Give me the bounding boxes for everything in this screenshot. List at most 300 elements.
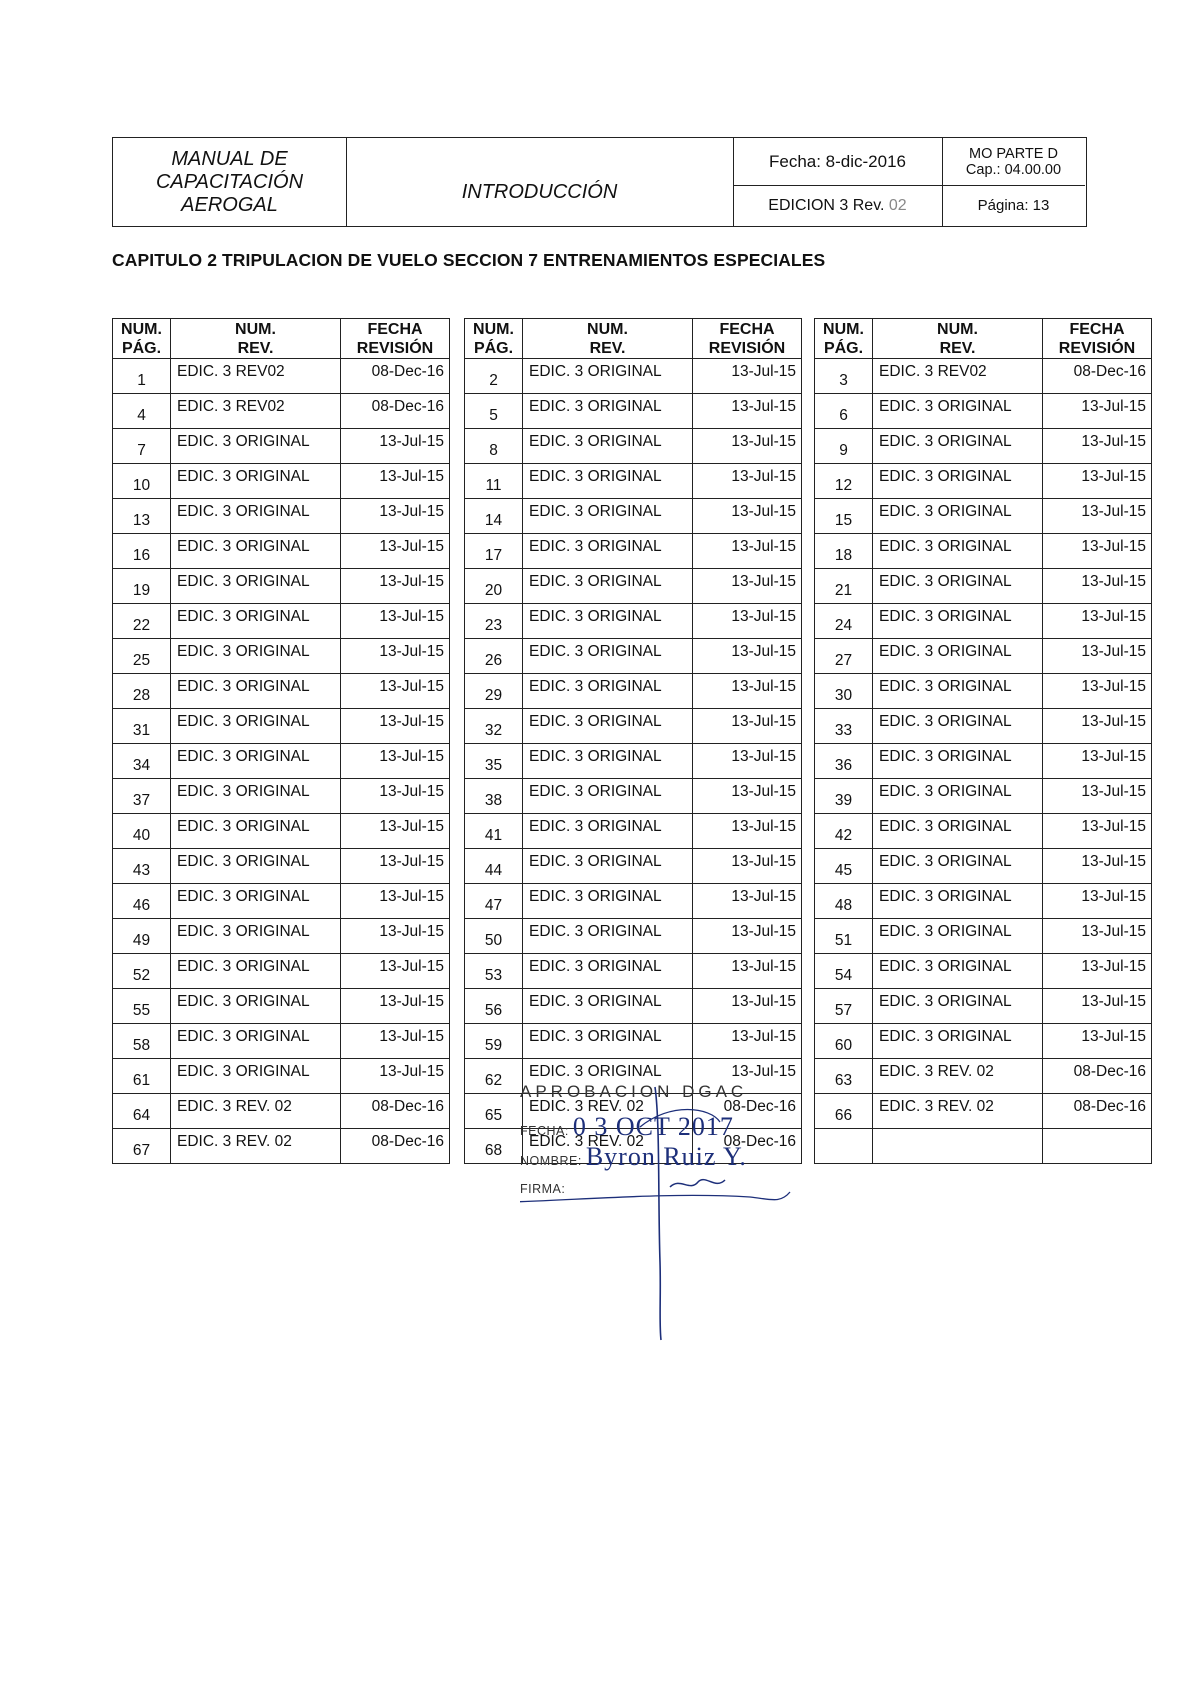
edition-rev: 02 bbox=[888, 196, 907, 214]
table-row bbox=[815, 1129, 1152, 1164]
revision-cell: EDIC. 3 ORIGINAL bbox=[873, 464, 1043, 499]
revision-date-cell: 13-Jul-15 bbox=[1043, 429, 1152, 464]
table-row bbox=[815, 884, 1152, 919]
revision-date-cell bbox=[1043, 1129, 1152, 1164]
revision-date-cell: 13-Jul-15 bbox=[341, 709, 450, 744]
revision-cell: EDIC. 3 ORIGINAL bbox=[171, 1024, 341, 1059]
page-number-cell: 31 bbox=[113, 709, 171, 744]
table-row bbox=[465, 814, 802, 849]
approval-name-label: NOMBRE: bbox=[520, 1154, 582, 1168]
page-number-cell: 21 bbox=[815, 569, 873, 604]
num-rev-header bbox=[873, 319, 1043, 359]
revision-date-cell: 08-Dec-16 bbox=[341, 394, 450, 429]
revision-date-cell: 13-Jul-15 bbox=[1043, 674, 1152, 709]
page-number-cell: 5 bbox=[465, 394, 523, 429]
revision-date-cell: 13-Jul-15 bbox=[341, 779, 450, 814]
table-row bbox=[113, 1059, 450, 1094]
divider bbox=[733, 185, 1085, 186]
page-number-cell: 61 bbox=[113, 1059, 171, 1094]
revision-date-cell: 08-Dec-16 bbox=[1043, 1094, 1152, 1129]
page-number-cell: 27 bbox=[815, 639, 873, 674]
fecha-revision-header bbox=[341, 319, 450, 359]
revision-table-2 bbox=[464, 318, 802, 1164]
revision-cell: EDIC. 3 ORIGINAL bbox=[523, 884, 693, 919]
table-row bbox=[815, 919, 1152, 954]
table-row bbox=[815, 954, 1152, 989]
revision-date-cell: 13-Jul-15 bbox=[1043, 709, 1152, 744]
revision-date-cell: 13-Jul-15 bbox=[1043, 989, 1152, 1024]
revision-date-cell: 13-Jul-15 bbox=[341, 954, 450, 989]
table-row bbox=[113, 849, 450, 884]
table-header-row bbox=[815, 319, 1152, 359]
approval-signature-row bbox=[520, 1182, 565, 1196]
page-number-cell: 12 bbox=[815, 464, 873, 499]
approval-date-label: FECHA: bbox=[520, 1124, 569, 1138]
manual-title bbox=[113, 138, 346, 226]
page-number-cell: 20 bbox=[465, 569, 523, 604]
page-number-cell: 15 bbox=[815, 499, 873, 534]
manual-title-line2: CAPACITACIÓN bbox=[155, 170, 304, 193]
table-row bbox=[113, 1094, 450, 1129]
table-row bbox=[465, 1024, 802, 1059]
document-header bbox=[112, 137, 1087, 227]
table-row bbox=[465, 989, 802, 1024]
revision-cell: EDIC. 3 ORIGINAL bbox=[171, 989, 341, 1024]
revision-cell: EDIC. 3 ORIGINAL bbox=[171, 779, 341, 814]
revision-date-cell: 13-Jul-15 bbox=[1043, 919, 1152, 954]
page-number-cell: 47 bbox=[465, 884, 523, 919]
page-number-cell: 46 bbox=[113, 884, 171, 919]
mo-part-line1: MO PARTE D bbox=[969, 145, 1058, 162]
page-number-cell: 14 bbox=[465, 499, 523, 534]
revision-cell: EDIC. 3 ORIGINAL bbox=[171, 464, 341, 499]
page-number-cell: 42 bbox=[815, 814, 873, 849]
revision-cell: EDIC. 3 ORIGINAL bbox=[523, 394, 693, 429]
revision-cell: EDIC. 3 REV. 02 bbox=[873, 1059, 1043, 1094]
table-row bbox=[113, 569, 450, 604]
revision-date-cell: 13-Jul-15 bbox=[341, 429, 450, 464]
revision-date-cell: 13-Jul-15 bbox=[693, 639, 802, 674]
page-number-cell: 17 bbox=[465, 534, 523, 569]
revision-date-cell: 13-Jul-15 bbox=[341, 639, 450, 674]
page-number-cell: 44 bbox=[465, 849, 523, 884]
table-row bbox=[815, 639, 1152, 674]
mo-part bbox=[942, 138, 1085, 185]
revision-cell: EDIC. 3 ORIGINAL bbox=[873, 429, 1043, 464]
table-row bbox=[113, 919, 450, 954]
revision-date-cell: 13-Jul-15 bbox=[1043, 569, 1152, 604]
page-number-cell: 2 bbox=[465, 359, 523, 394]
divider bbox=[346, 138, 347, 226]
page-number-cell: 64 bbox=[113, 1094, 171, 1129]
revision-cell: EDIC. 3 ORIGINAL bbox=[523, 814, 693, 849]
divider bbox=[942, 138, 943, 226]
revision-cell: EDIC. 3 ORIGINAL bbox=[171, 1059, 341, 1094]
revision-cell: EDIC. 3 ORIGINAL bbox=[171, 814, 341, 849]
page-number-cell: 41 bbox=[465, 814, 523, 849]
revision-date-cell: 13-Jul-15 bbox=[693, 709, 802, 744]
table-row bbox=[815, 499, 1152, 534]
revision-date-cell: 08-Dec-16 bbox=[693, 1094, 802, 1129]
revision-cell: EDIC. 3 ORIGINAL bbox=[873, 884, 1043, 919]
page-number-cell: 40 bbox=[113, 814, 171, 849]
section-title: INTRODUCCIÓN bbox=[461, 180, 618, 203]
revision-date-cell: 13-Jul-15 bbox=[341, 1024, 450, 1059]
page-number-cell: 55 bbox=[113, 989, 171, 1024]
revision-cell: EDIC. 3 ORIGINAL bbox=[873, 814, 1043, 849]
revision-cell: EDIC. 3 ORIGINAL bbox=[171, 534, 341, 569]
table-row bbox=[815, 394, 1152, 429]
table-row bbox=[113, 674, 450, 709]
table-row bbox=[113, 814, 450, 849]
revision-cell: EDIC. 3 ORIGINAL bbox=[523, 709, 693, 744]
revision-date-cell: 13-Jul-15 bbox=[693, 744, 802, 779]
page-number-cell: 10 bbox=[113, 464, 171, 499]
revision-cell: EDIC. 3 ORIGINAL bbox=[873, 779, 1043, 814]
table-row bbox=[465, 639, 802, 674]
revision-cell: EDIC. 3 REV02 bbox=[873, 359, 1043, 394]
num-rev-header-line2: REV. bbox=[589, 339, 626, 357]
table-row bbox=[113, 1129, 450, 1164]
revision-cell: EDIC. 3 REV. 02 bbox=[873, 1094, 1043, 1129]
revision-cell: EDIC. 3 REV. 02 bbox=[171, 1129, 341, 1164]
page-number-cell: 56 bbox=[465, 989, 523, 1024]
revision-date-cell: 13-Jul-15 bbox=[1043, 604, 1152, 639]
revision-date-cell: 13-Jul-15 bbox=[341, 814, 450, 849]
revision-date-cell: 13-Jul-15 bbox=[693, 779, 802, 814]
page-number-cell: 11 bbox=[465, 464, 523, 499]
edition-main: EDICION 3 Rev. bbox=[768, 196, 885, 214]
approval-stamp bbox=[520, 1082, 820, 1342]
table-row bbox=[815, 534, 1152, 569]
fecha-revision-header-line2: REVISIÓN bbox=[1058, 339, 1136, 357]
num-pag-header bbox=[465, 319, 523, 359]
table-header-row bbox=[113, 319, 450, 359]
page-number-cell: 67 bbox=[113, 1129, 171, 1164]
table-row bbox=[113, 394, 450, 429]
num-rev-header-line1: NUM. bbox=[235, 320, 276, 338]
revision-cell: EDIC. 3 ORIGINAL bbox=[523, 499, 693, 534]
revision-date-cell: 13-Jul-15 bbox=[1043, 639, 1152, 674]
revision-date-cell: 13-Jul-15 bbox=[693, 394, 802, 429]
approval-name-value: Byron Ruiz Y. bbox=[585, 1142, 747, 1171]
table-row bbox=[465, 709, 802, 744]
revision-cell: EDIC. 3 ORIGINAL bbox=[873, 604, 1043, 639]
revision-date-cell: 13-Jul-15 bbox=[341, 464, 450, 499]
table-row bbox=[465, 499, 802, 534]
table-row bbox=[815, 674, 1152, 709]
table-row bbox=[465, 674, 802, 709]
revision-cell: EDIC. 3 ORIGINAL bbox=[171, 429, 341, 464]
revision-cell: EDIC. 3 ORIGINAL bbox=[171, 919, 341, 954]
revision-cell: EDIC. 3 ORIGINAL bbox=[171, 499, 341, 534]
page-number-cell: 60 bbox=[815, 1024, 873, 1059]
revision-cell: EDIC. 3 ORIGINAL bbox=[523, 429, 693, 464]
revision-date-cell: 13-Jul-15 bbox=[693, 814, 802, 849]
revision-cell: EDIC. 3 ORIGINAL bbox=[873, 919, 1043, 954]
fecha-revision-header bbox=[1043, 319, 1152, 359]
revision-cell: EDIC. 3 ORIGINAL bbox=[873, 674, 1043, 709]
page-number-cell: 39 bbox=[815, 779, 873, 814]
page-number-cell: 23 bbox=[465, 604, 523, 639]
table-row bbox=[465, 849, 802, 884]
table-row bbox=[465, 779, 802, 814]
page-number-cell: 66 bbox=[815, 1094, 873, 1129]
num-rev-header-line1: NUM. bbox=[587, 320, 628, 338]
fecha-revision-header bbox=[693, 319, 802, 359]
table-row bbox=[465, 464, 802, 499]
table-row bbox=[113, 884, 450, 919]
revision-cell: EDIC. 3 ORIGINAL bbox=[523, 464, 693, 499]
revision-cell: EDIC. 3 REV. 02 bbox=[523, 1129, 693, 1164]
page-number-cell: 22 bbox=[113, 604, 171, 639]
revision-date-cell: 13-Jul-15 bbox=[693, 359, 802, 394]
revision-date-cell: 13-Jul-15 bbox=[1043, 1024, 1152, 1059]
approval-date-row bbox=[520, 1112, 734, 1142]
table-row bbox=[113, 359, 450, 394]
table-row bbox=[815, 604, 1152, 639]
revision-date-cell: 13-Jul-15 bbox=[341, 989, 450, 1024]
revision-date-cell: 13-Jul-15 bbox=[693, 569, 802, 604]
revision-cell: EDIC. 3 ORIGINAL bbox=[523, 849, 693, 884]
revision-date-cell: 13-Jul-15 bbox=[1043, 744, 1152, 779]
table-row bbox=[465, 569, 802, 604]
revision-date-cell: 13-Jul-15 bbox=[341, 499, 450, 534]
num-pag-header bbox=[815, 319, 873, 359]
revision-cell: EDIC. 3 ORIGINAL bbox=[873, 569, 1043, 604]
revision-date-cell: 13-Jul-15 bbox=[693, 884, 802, 919]
revision-date-cell: 13-Jul-15 bbox=[341, 849, 450, 884]
page-number-cell: 25 bbox=[113, 639, 171, 674]
page-number-cell: 68 bbox=[465, 1129, 523, 1164]
page-number-cell: 57 bbox=[815, 989, 873, 1024]
header-edition bbox=[733, 185, 942, 226]
revision-date-cell: 13-Jul-15 bbox=[1043, 884, 1152, 919]
revision-cell: EDIC. 3 ORIGINAL bbox=[873, 954, 1043, 989]
revision-cell: EDIC. 3 ORIGINAL bbox=[873, 394, 1043, 429]
revision-date-cell: 13-Jul-15 bbox=[693, 429, 802, 464]
approval-title: APROBACION DGAC bbox=[520, 1082, 748, 1101]
page-number-cell: 8 bbox=[465, 429, 523, 464]
num-pag-header-line1: NUM. bbox=[473, 320, 514, 338]
page-number-cell: 54 bbox=[815, 954, 873, 989]
num-pag-header bbox=[113, 319, 171, 359]
revision-cell: EDIC. 3 ORIGINAL bbox=[873, 709, 1043, 744]
revision-cell: EDIC. 3 ORIGINAL bbox=[523, 954, 693, 989]
revision-date-cell: 13-Jul-15 bbox=[693, 674, 802, 709]
revision-date-cell: 08-Dec-16 bbox=[1043, 359, 1152, 394]
table-row bbox=[113, 534, 450, 569]
revision-date-cell: 13-Jul-15 bbox=[693, 534, 802, 569]
num-pag-header-line1: NUM. bbox=[121, 320, 162, 338]
table-row bbox=[113, 639, 450, 674]
num-rev-header-line2: REV. bbox=[237, 339, 274, 357]
page-number-cell: 6 bbox=[815, 394, 873, 429]
table-row bbox=[815, 569, 1152, 604]
revision-cell: EDIC. 3 ORIGINAL bbox=[523, 534, 693, 569]
revision-date-cell: 13-Jul-15 bbox=[693, 1059, 802, 1094]
page-number-cell: 37 bbox=[113, 779, 171, 814]
revision-date-cell: 08-Dec-16 bbox=[341, 1129, 450, 1164]
table-row bbox=[815, 429, 1152, 464]
revision-cell: EDIC. 3 ORIGINAL bbox=[523, 779, 693, 814]
revision-cell: EDIC. 3 ORIGINAL bbox=[171, 849, 341, 884]
page-number-cell: 63 bbox=[815, 1059, 873, 1094]
revision-cell: EDIC. 3 ORIGINAL bbox=[171, 569, 341, 604]
revision-date-cell: 13-Jul-15 bbox=[693, 954, 802, 989]
table-row bbox=[113, 744, 450, 779]
revision-date-cell: 13-Jul-15 bbox=[341, 744, 450, 779]
page-number-cell: 33 bbox=[815, 709, 873, 744]
revision-date-cell: 13-Jul-15 bbox=[1043, 849, 1152, 884]
page-number-cell: 48 bbox=[815, 884, 873, 919]
table-row bbox=[113, 429, 450, 464]
num-rev-header bbox=[171, 319, 341, 359]
num-rev-header-line1: NUM. bbox=[937, 320, 978, 338]
table-row bbox=[465, 884, 802, 919]
revision-date-cell: 13-Jul-15 bbox=[341, 1059, 450, 1094]
table-row bbox=[815, 744, 1152, 779]
page-number-cell: 59 bbox=[465, 1024, 523, 1059]
revision-date-cell: 13-Jul-15 bbox=[341, 884, 450, 919]
page-number-cell: 3 bbox=[815, 359, 873, 394]
page-number-cell: 28 bbox=[113, 674, 171, 709]
page-number-cell: 30 bbox=[815, 674, 873, 709]
page-number-cell: 50 bbox=[465, 919, 523, 954]
page-number-cell: 7 bbox=[113, 429, 171, 464]
chapter-title: CAPITULO 2 TRIPULACION DE VUELO SECCION 7 ENTRENAMIENTOS ESPECIALES bbox=[112, 250, 826, 270]
revision-date-cell: 13-Jul-15 bbox=[1043, 464, 1152, 499]
revision-date-cell: 13-Jul-15 bbox=[1043, 534, 1152, 569]
revision-date-cell: 08-Dec-16 bbox=[341, 359, 450, 394]
revision-cell: EDIC. 3 ORIGINAL bbox=[523, 919, 693, 954]
page-number-cell: 26 bbox=[465, 639, 523, 674]
num-pag-header-line2: PÁG. bbox=[823, 339, 864, 357]
fecha-revision-header-line1: FECHA bbox=[1069, 320, 1125, 338]
table-row bbox=[113, 499, 450, 534]
revision-table-1 bbox=[112, 318, 450, 1164]
revision-cell: EDIC. 3 ORIGINAL bbox=[873, 499, 1043, 534]
revision-date-cell: 13-Jul-15 bbox=[341, 674, 450, 709]
fecha-revision-header-line2: REVISIÓN bbox=[708, 339, 786, 357]
revision-table-3 bbox=[814, 318, 1152, 1164]
revision-cell: EDIC. 3 ORIGINAL bbox=[171, 744, 341, 779]
revision-date-cell: 13-Jul-15 bbox=[1043, 814, 1152, 849]
table-row bbox=[815, 779, 1152, 814]
revision-date-cell: 13-Jul-15 bbox=[341, 919, 450, 954]
revision-date-cell: 13-Jul-15 bbox=[1043, 779, 1152, 814]
table-row bbox=[113, 709, 450, 744]
table-row bbox=[465, 954, 802, 989]
page-number-cell: 58 bbox=[113, 1024, 171, 1059]
table-row bbox=[815, 709, 1152, 744]
revision-date-cell: 13-Jul-15 bbox=[341, 604, 450, 639]
revision-date-cell: 13-Jul-15 bbox=[1043, 954, 1152, 989]
fecha-revision-header-line1: FECHA bbox=[719, 320, 775, 338]
revision-cell: EDIC. 3 ORIGINAL bbox=[171, 604, 341, 639]
table-row bbox=[815, 1024, 1152, 1059]
num-rev-header-line2: REV. bbox=[939, 339, 976, 357]
page-number-cell: 18 bbox=[815, 534, 873, 569]
num-pag-header-line2: PÁG. bbox=[121, 339, 162, 357]
revision-cell: EDIC. 3 ORIGINAL bbox=[873, 849, 1043, 884]
approval-name-row bbox=[520, 1142, 747, 1172]
revision-cell: EDIC. 3 ORIGINAL bbox=[523, 569, 693, 604]
page-number-cell: 29 bbox=[465, 674, 523, 709]
table-row bbox=[465, 604, 802, 639]
page-number-cell: 38 bbox=[465, 779, 523, 814]
revision-date-cell: 13-Jul-15 bbox=[693, 464, 802, 499]
revision-cell: EDIC. 3 REV02 bbox=[171, 394, 341, 429]
page-number-cell: 1 bbox=[113, 359, 171, 394]
page-number-cell: 52 bbox=[113, 954, 171, 989]
table-row bbox=[465, 359, 802, 394]
table-row bbox=[465, 919, 802, 954]
revision-date-cell: 13-Jul-15 bbox=[693, 499, 802, 534]
table-row bbox=[815, 1059, 1152, 1094]
page-number-cell: 32 bbox=[465, 709, 523, 744]
table-row bbox=[815, 814, 1152, 849]
revision-cell: EDIC. 3 ORIGINAL bbox=[523, 1024, 693, 1059]
revision-cell: EDIC. 3 ORIGINAL bbox=[523, 989, 693, 1024]
revision-date-cell: 13-Jul-15 bbox=[693, 989, 802, 1024]
manual-title-line3: AEROGAL bbox=[181, 193, 278, 216]
revision-cell: EDIC. 3 ORIGINAL bbox=[523, 359, 693, 394]
table-row bbox=[113, 954, 450, 989]
revision-cell: EDIC. 3 ORIGINAL bbox=[873, 639, 1043, 674]
page-number-cell: 4 bbox=[113, 394, 171, 429]
header-date: Fecha: 8-dic-2016 bbox=[768, 151, 907, 171]
table-row bbox=[815, 464, 1152, 499]
page-number-cell: 35 bbox=[465, 744, 523, 779]
page-number-cell: 53 bbox=[465, 954, 523, 989]
table-row bbox=[815, 359, 1152, 394]
table-row bbox=[465, 429, 802, 464]
page-number: Página: 13 bbox=[977, 197, 1050, 214]
revision-date-cell: 13-Jul-15 bbox=[1043, 499, 1152, 534]
page-number-cell: 49 bbox=[113, 919, 171, 954]
table-row bbox=[815, 1094, 1152, 1129]
revision-cell: EDIC. 3 ORIGINAL bbox=[523, 604, 693, 639]
table-header-row bbox=[465, 319, 802, 359]
revision-date-cell: 08-Dec-16 bbox=[693, 1129, 802, 1164]
revision-cell: EDIC. 3 ORIGINAL bbox=[171, 884, 341, 919]
revision-cell: EDIC. 3 ORIGINAL bbox=[873, 1024, 1043, 1059]
mo-part-line2: Cap.: 04.00.00 bbox=[965, 161, 1062, 178]
table-row bbox=[113, 779, 450, 814]
page-number-cell: 45 bbox=[815, 849, 873, 884]
table-row bbox=[113, 989, 450, 1024]
page-number-cell: 43 bbox=[113, 849, 171, 884]
revision-cell: EDIC. 3 ORIGINAL bbox=[523, 639, 693, 674]
revision-date-cell: 13-Jul-15 bbox=[693, 919, 802, 954]
revision-date-cell: 13-Jul-15 bbox=[341, 534, 450, 569]
table-row bbox=[113, 464, 450, 499]
revision-cell: EDIC. 3 REV02 bbox=[171, 359, 341, 394]
table-row bbox=[815, 849, 1152, 884]
revision-cell: EDIC. 3 ORIGINAL bbox=[171, 674, 341, 709]
page-number-cell: 36 bbox=[815, 744, 873, 779]
fecha-revision-header-line1: FECHA bbox=[367, 320, 423, 338]
table-row bbox=[113, 604, 450, 639]
page-number-cell: 13 bbox=[113, 499, 171, 534]
revision-cell: EDIC. 3 ORIGINAL bbox=[171, 954, 341, 989]
revision-date-cell: 13-Jul-15 bbox=[693, 604, 802, 639]
manual-title-line1: MANUAL DE bbox=[171, 147, 288, 170]
revision-date-cell: 13-Jul-15 bbox=[341, 569, 450, 604]
revision-cell: EDIC. 3 REV. 02 bbox=[171, 1094, 341, 1129]
table-row bbox=[465, 744, 802, 779]
